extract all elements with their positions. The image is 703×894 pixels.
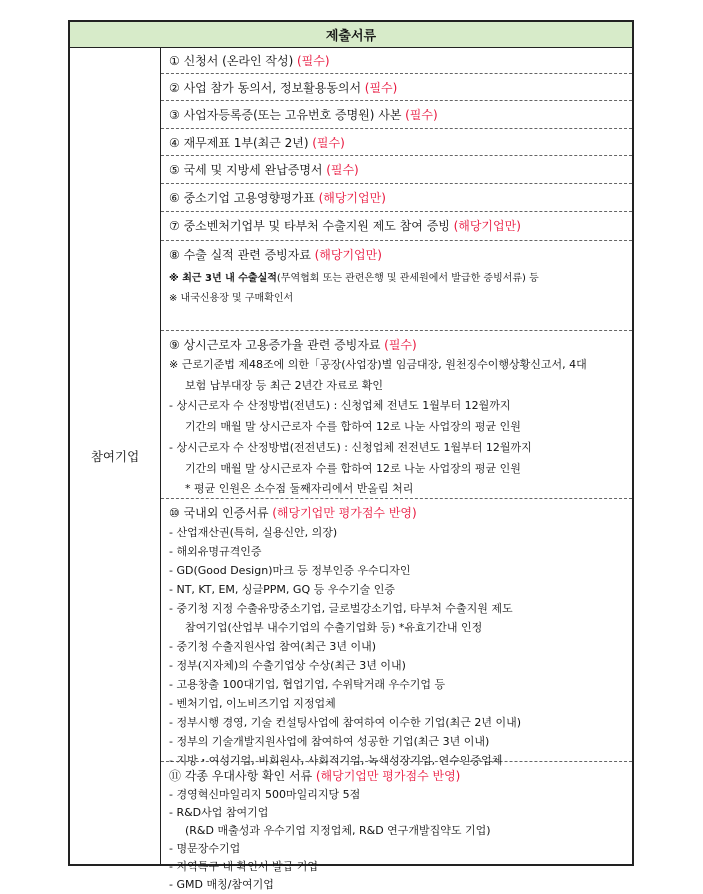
item-8	[161, 241, 632, 331]
item-2-tag: (필수)	[364, 81, 398, 95]
item-10-line: - 정부의 기술개발지원사업에 참여하여 성공한 기업(최근 3년 이내)	[169, 735, 490, 748]
item-9-line: 보험 납부대장 등 최근 2년간 자료로 확인	[185, 378, 383, 392]
item-6-text: ⑥ 중소기업 고용영향평가표	[169, 191, 315, 205]
item-8-note-1-bold: ※ 최근 3년 내 수출실적	[169, 273, 277, 284]
item-8-note-1	[169, 265, 632, 289]
item-3-tag: (필수)	[405, 108, 438, 122]
documents-table	[68, 20, 634, 891]
item-10	[161, 499, 632, 767]
item-9-line: * 평균 인원은 소수점 둘째자리에서 반올림 처리	[185, 482, 414, 496]
item-10-line: - 고용창출 100대기업, 협업기업, 수위탁거래 우수기업 등	[169, 678, 446, 691]
item-11-line: - R&D사업 참여기업	[169, 806, 269, 819]
item-11-tag: (해당기업만 평가점수 반영)	[315, 769, 461, 783]
item-8-tag: (해당기업만)	[314, 248, 382, 262]
item-5	[161, 156, 632, 184]
item-11-line: - GMD 매칭/참여기업	[169, 878, 274, 891]
item-10-line: 참여기업(산업부 내수기업의 수출기업화 등) *유효기간내 인정	[185, 621, 483, 634]
item-1	[161, 47, 632, 74]
item-6-tag: (해당기업만)	[318, 191, 386, 205]
item-7-tag: (해당기업만)	[453, 219, 521, 233]
item-10-tag: (해당기업만 평가점수 반영)	[272, 506, 417, 520]
table-header: 제출서류	[70, 22, 632, 48]
item-10-line: - 벤처기업, 이노비즈기업 지정업체	[169, 697, 336, 710]
items-column	[161, 47, 632, 891]
item-4-tag: (필수)	[312, 136, 345, 150]
item-11-line: (R&D 매출성과 우수기업 지정업체, R&D 연구개발집약도 기업)	[185, 824, 491, 837]
item-8-note-1-rest: (무역협회 또는 관련은행 및 관세원에서 발급한 증빙서류) 등	[276, 273, 539, 284]
item-8-text: ⑧ 수출 실적 관련 증빙자료	[169, 248, 311, 262]
item-10-line: - NT, KT, EM, 싱글PPM, GQ 등 우수기술 인증	[169, 583, 395, 596]
item-5-tag: (필수)	[326, 163, 359, 177]
item-10-line: - 해외유명규격인증	[169, 545, 262, 558]
item-4	[161, 129, 632, 156]
row-label: 참여기업	[70, 47, 161, 864]
item-10-line: - 중기청 지정 수출유망중소기업, 글로벌강소기업, 타부처 수출지원 제도	[169, 602, 513, 615]
item-5-text: ⑤ 국세 및 지방세 완납증명서	[169, 163, 323, 177]
item-9-line: - 상시근로자 수 산정방법(전년도) : 신청업체 전년도 1월부터 12월까지	[169, 399, 511, 413]
item-7	[161, 212, 632, 241]
item-7-text: ⑦ 중소벤처기업부 및 타부처 수출지원 제도 참여 증빙	[169, 219, 450, 233]
item-9-text: ⑨ 상시근로자 고용증가율 관련 증빙자료	[169, 338, 381, 352]
item-11-line: - 경영혁신마일리지 500마일리지당 5점	[169, 788, 361, 801]
item-9	[161, 331, 632, 499]
item-11-text: ⑪ 각종 우대사항 확인 서류	[169, 769, 313, 783]
item-9-line: - 상시근로자 수 산정방법(전전년도) : 신청업체 전전년도 1월부터 12월까지	[169, 440, 532, 454]
item-10-text: ⑩ 국내외 인증서류	[169, 506, 269, 520]
item-10-line: - 중기청 수출지원사업 참여(최근 3년 이내)	[169, 640, 377, 653]
item-9-line: ※ 근로기준법 제48조에 의한「공장(사업장)별 임금대장, 원천징수이행상황신고서, 4대	[169, 358, 587, 371]
item-10-line: - 지방・여성기업, 비회원사, 사회적기업, 녹색성장기업, 연수인증업체	[169, 754, 503, 767]
item-10-line: - 정부(지자체)의 수출기업상 수상(최근 3년 이내)	[169, 659, 406, 672]
item-3-text: ③ 사업자등록증(또는 고유번호 증명원) 사본	[169, 108, 402, 122]
item-2-text: ② 사업 참가 동의서, 정보활용동의서	[169, 81, 362, 95]
item-10-line: - 산업재산권(특허, 실용신안, 의장)	[169, 526, 338, 539]
item-11	[161, 762, 632, 891]
item-1-tag: (필수)	[296, 54, 330, 68]
item-9-tag: (필수)	[384, 338, 417, 352]
item-10-line: - 정부시행 경영, 기술 컨설팅사업에 참여하여 이수한 기업(최근 2년 이내)	[169, 716, 522, 729]
item-1-text: ① 신청서 (온라인 작성)	[169, 54, 294, 68]
item-6	[161, 184, 632, 212]
item-2	[161, 74, 632, 101]
item-3	[161, 101, 632, 129]
item-4-text: ④ 재무제표 1부(최근 2년)	[169, 136, 309, 150]
item-10-line: - GD(Good Design)마크 등 정부인증 우수디자인	[169, 564, 411, 577]
item-11-line: - 지역특구 내 확인서 발급 기업	[169, 860, 318, 873]
item-8-note-2: ※ 내국신용장 및 구매확인서	[169, 293, 294, 304]
item-9-line: 기간의 매월 말 상시근로자 수를 합하여 12로 나눈 사업장의 평균 인원	[185, 461, 521, 475]
item-11-line: - 명문장수기업	[169, 842, 241, 855]
item-9-line: 기간의 매월 말 상시근로자 수를 합하여 12로 나눈 사업장의 평균 인원	[185, 420, 521, 434]
